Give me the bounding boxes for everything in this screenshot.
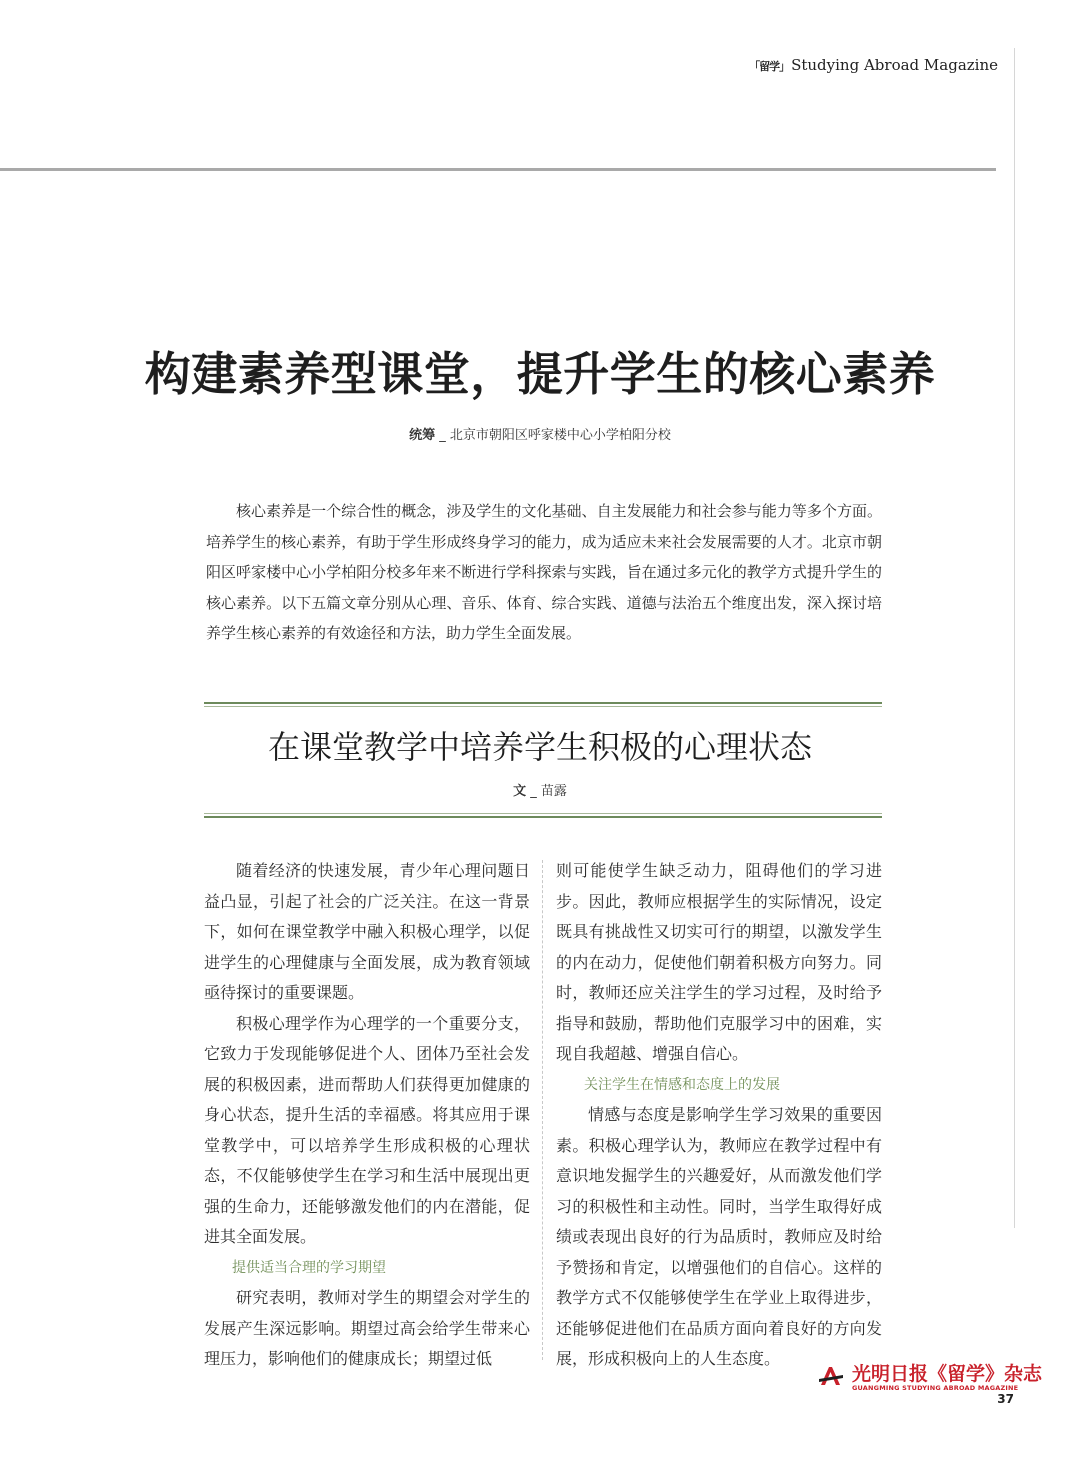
article-column-2 <box>556 856 882 1375</box>
intro-paragraph: 核心素养是一个综合性的概念，涉及学生的文化基础、自主发展能力和社会参与能力等多个方面。培养学生的核心素养，有助于学生形成终身学习的能力，成为适应未来社会发展需要的人才。北京市朝阳区呼家楼中心小学柏阳分校多年来不断进行学科探索与实践，旨在通过多元化的教学方式提升学生的核心素养。以下五篇文章分别从心理、音乐、体育、综合实践、道德与法治五个维度出发，深入探讨培养学生核心素养的有效途径和方法，助力学生全面发展。 <box>206 502 882 642</box>
section-subheading: 关注学生在情感和态度上的发展 <box>584 1076 780 1093</box>
logo-mark-icon <box>819 1365 843 1391</box>
article-byline <box>0 780 1080 799</box>
magazine-logo <box>819 1364 1042 1392</box>
magazine-badge: 「留学」 <box>749 60 790 73</box>
author-sep: _ <box>530 784 537 799</box>
coordinator-name: 北京市朝阳区呼家楼中心小学柏阳分校 <box>449 428 671 443</box>
body-paragraph: 研究表明，教师对学生的期望会对学生的发展产生深远影响。期望过高会给学生带来心理压力，影响他们的健康成长；期望过低 <box>204 1288 530 1368</box>
article-column-1 <box>204 856 530 1375</box>
page-edge-line <box>1014 48 1015 1228</box>
page-title: 构建素养型课堂，提升学生的核心素养 <box>144 347 936 401</box>
brand-name-cn: 光明日报《留学》杂志 <box>851 1363 1042 1385</box>
article-top-rule <box>204 702 882 704</box>
article-top-rule-thin <box>204 706 882 707</box>
page-number: 37 <box>997 1392 1014 1406</box>
article-bottom-rule <box>204 816 882 818</box>
author-name: 苗露 <box>540 784 567 799</box>
header-rule <box>0 168 996 171</box>
brand-name-en: GUANGMING STUDYING ABROAD MAGAZINE <box>851 1384 1019 1392</box>
running-header <box>749 56 998 74</box>
magazine-name: Studying Abroad Magazine <box>791 56 998 74</box>
column-divider <box>542 860 543 1360</box>
coordinator-label: 统筹 <box>409 428 436 443</box>
body-paragraph: 随着经济的快速发展，青少年心理问题日益凸显，引起了社会的广泛关注。在这一背景下，如何在课堂教学中融入积极心理学，以促进学生的心理健康与全面发展，成为教育领域亟待探讨的重要课题。 <box>204 861 530 1002</box>
article-title: 在课堂教学中培养学生积极的心理状态 <box>267 728 812 766</box>
section-subheading: 提供适当合理的学习期望 <box>232 1259 386 1276</box>
author-label: 文 <box>513 784 527 799</box>
coordinator-sep: _ <box>439 428 446 443</box>
body-paragraph: 则可能使学生缺乏动力，阻碍他们的学习进步。因此，教师应根据学生的实际情况，设定既具有挑战性又切实可行的期望，以激发学生的内在动力，促使他们朝着积极方向努力。同时，教师还应关注学生的学习过程，及时给予指导和鼓励，帮助他们克服学习中的困难，实现自我超越、增强自信心。 <box>556 861 882 1063</box>
article-bottom-rule-thin <box>204 813 882 814</box>
coordinator-byline <box>0 424 1080 443</box>
body-paragraph: 情感与态度是影响学生学习效果的重要因素。积极心理学认为，教师应在教学过程中有意识地发掘学生的兴趣爱好，从而激发他们学习的积极性和主动性。同时，当学生取得好成绩或表现出良好的行为品质时，教师应及时给予赞扬和肯定，以增强他们的自信心。这样的教学方式不仅能够使学生在学业上取得进步，还能够促进他们在品质方面向着良好的方向发展，形成积极向上的人生态度。 <box>556 1105 882 1368</box>
body-paragraph: 积极心理学作为心理学的一个重要分支，它致力于发现能够促进个人、团体乃至社会发展的积极因素，进而帮助人们获得更加健康的身心状态，提升生活的幸福感。将其应用于课堂教学中，可以培养学生形成积极的心理状态，不仅能够使学生在学习和生活中展现出更强的生命力，还能够激发他们的内在潜能，促进其全面发展。 <box>204 1013 530 1246</box>
